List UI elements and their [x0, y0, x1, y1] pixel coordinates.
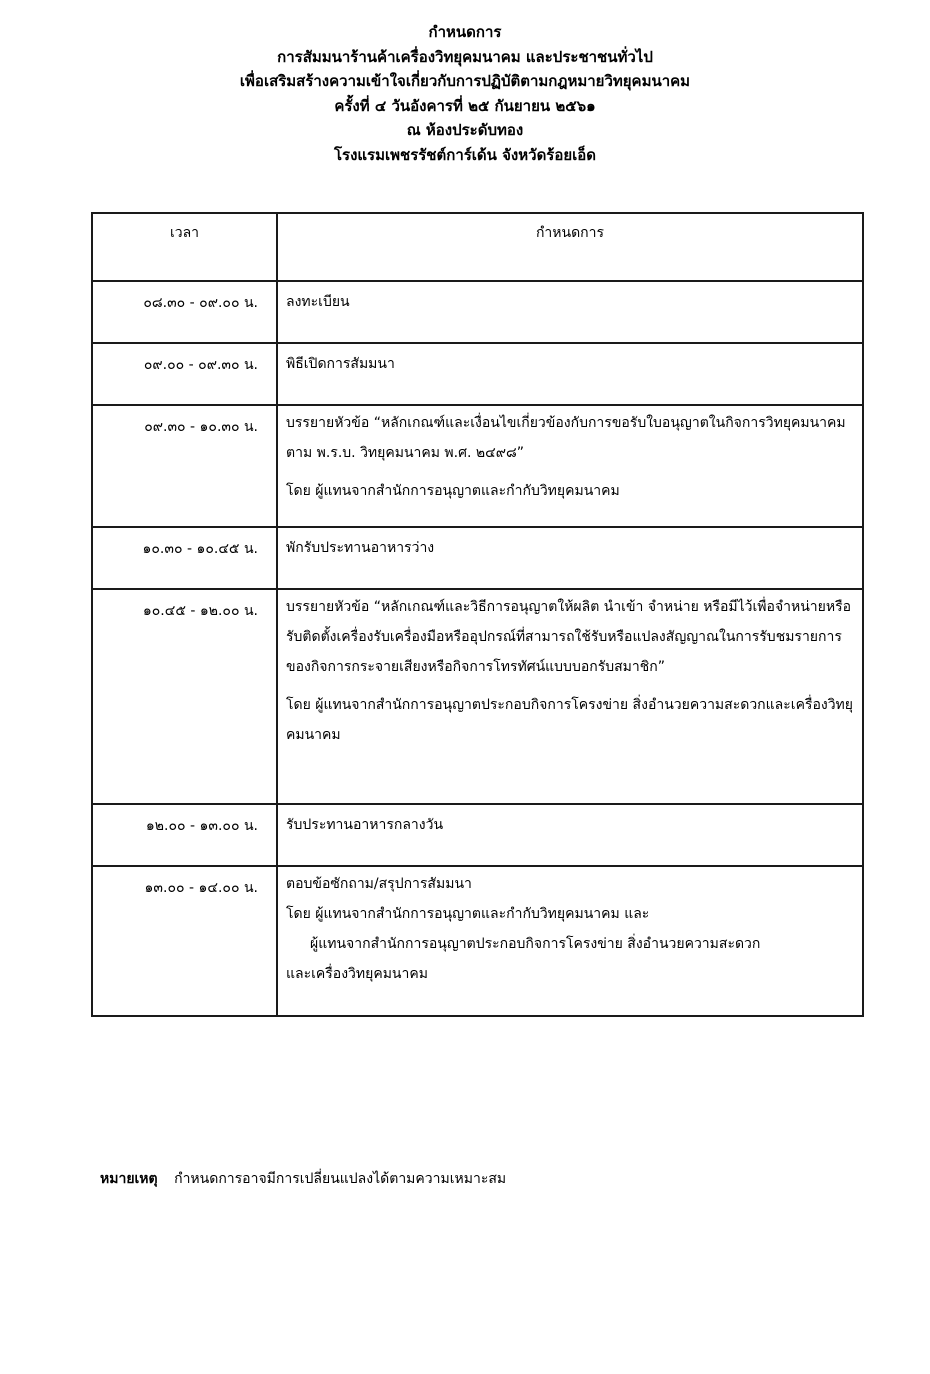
time-cell: ๐๙.๐๐ - ๐๙.๓๐ น.: [92, 343, 277, 405]
program-text: รับประทานอาหารกลางวัน: [286, 817, 444, 833]
heading-title: กำหนดการ: [428, 23, 502, 41]
time-cell: ๑๐.๓๐ - ๑๐.๔๕ น.: [92, 527, 277, 589]
footnote-text: กำหนดการอาจมีการเปลี่ยนแปลงได้ตามความเหมาะสม: [174, 1171, 507, 1187]
program-speaker: โดย ผู้แทนจากสำนักการอนุญาตประกอบกิจการโครงข่าย สิ่งอำนวยความสะดวกและเครื่องวิทยุคมนาคม: [286, 697, 853, 743]
program-cell: [277, 281, 863, 343]
program-cell: [277, 589, 863, 804]
table-row: [92, 866, 863, 1016]
table-row: [92, 589, 863, 804]
heading-venue: โรงแรมเพชรรัชต์การ์เด้น จังหวัดร้อยเอ็ด: [333, 145, 597, 164]
footnote: [100, 1168, 506, 1190]
program-cell: [277, 866, 863, 1016]
table-row: [92, 343, 863, 405]
table-row: [92, 281, 863, 343]
table-row: [92, 405, 863, 527]
program-speaker: โดย ผู้แทนจากสำนักการอนุญาตและกำกับวิทยุคมนาคม และ: [286, 906, 650, 922]
heading-date: ครั้งที่ ๔ วันอังคารที่ ๒๕ กันยายน ๒๕๖๑: [334, 96, 596, 115]
program-cell: [277, 527, 863, 589]
time-cell: ๑๐.๔๕ - ๑๒.๐๐ น.: [92, 589, 277, 804]
program-text: บรรยายหัวข้อ “หลักเกณฑ์และวิธีการอนุญาตให้ผลิต นำเข้า จำหน่าย หรือมีไว้เพื่อจำหน่ายหรือรับติดตั้งเครื่องรับเครื่องมือหรืออุปกรณ์ที่สามารถใช้รับหรือแปลงสัญญาณในการรับชมรายการของกิจการกระจายเสียงหรือกิจการโทรทัศน์แบบบอกรับสมาชิก”: [286, 599, 852, 675]
heading-room: ณ ห้องประดับทอง: [406, 121, 524, 139]
program-speaker: และเครื่องวิทยุคมนาคม: [286, 966, 428, 982]
document-heading: [0, 20, 930, 167]
program-text: ลงทะเบียน: [286, 294, 350, 310]
program-text: บรรยายหัวข้อ “หลักเกณฑ์และเงื่อนไขเกี่ยวข้องกับการขอรับใบอนุญาตในกิจการวิทยุคมนาคม ตาม พ.ร.บ. วิทยุคมนาคม พ.ศ. ๒๔๙๘”: [286, 415, 846, 461]
table-row: [92, 804, 863, 866]
program-speaker: โดย ผู้แทนจากสำนักการอนุญาตและกำกับวิทยุคมนาคม: [286, 483, 620, 499]
heading-event: การสัมมนาร้านค้าเครื่องวิทยุคมนาคม และประชาชนทั่วไป: [277, 47, 653, 66]
program-text: ตอบข้อซักถาม/สรุปการสัมมนา: [286, 876, 472, 892]
heading-purpose: เพื่อเสริมสร้างความเข้าใจเกี่ยวกับการปฏิบัติตามกฎหมายวิทยุคมนาคม: [239, 72, 691, 90]
column-header-time: เวลา: [92, 213, 277, 281]
program-cell: [277, 343, 863, 405]
time-cell: ๐๙.๓๐ - ๑๐.๓๐ น.: [92, 405, 277, 527]
program-cell: [277, 804, 863, 866]
time-cell: ๑๓.๐๐ - ๑๔.๐๐ น.: [92, 866, 277, 1016]
schedule-table: [91, 212, 864, 1017]
column-header-program: กำหนดการ: [277, 213, 863, 281]
program-cell: [277, 405, 863, 527]
time-cell: ๐๘.๓๐ - ๐๙.๐๐ น.: [92, 281, 277, 343]
program-text: พักรับประทานอาหารว่าง: [286, 540, 435, 556]
time-cell: ๑๒.๐๐ - ๑๓.๐๐ น.: [92, 804, 277, 866]
footnote-label: หมายเหตุ: [100, 1171, 158, 1187]
table-row: [92, 527, 863, 589]
program-text: พิธีเปิดการสัมมนา: [286, 356, 395, 372]
program-speaker: ผู้แทนจากสำนักการอนุญาตประกอบกิจการโครงข่าย สิ่งอำนวยความสะดวก: [310, 936, 761, 952]
table-header-row: [92, 213, 863, 281]
